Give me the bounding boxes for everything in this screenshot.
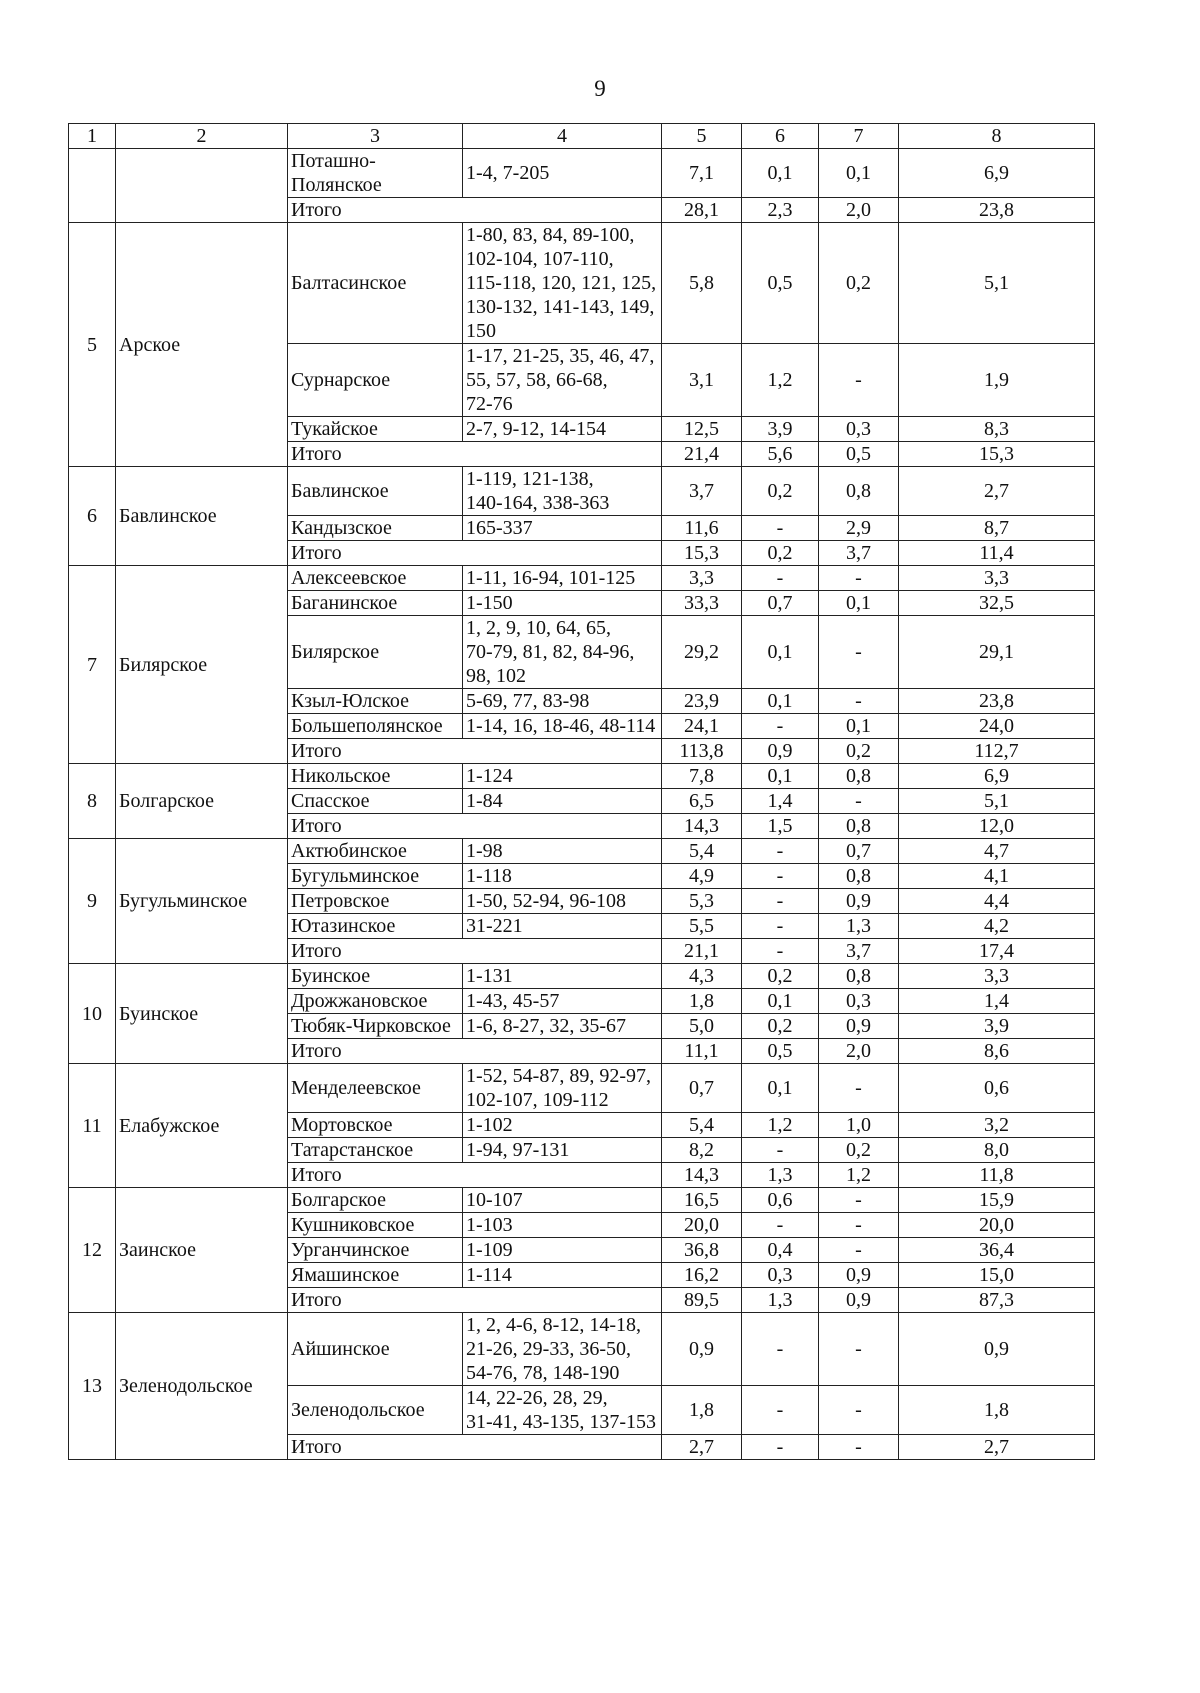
value-col7: 0,1: [819, 714, 899, 739]
value-col7: -: [819, 689, 899, 714]
value-col7: 0,3: [819, 989, 899, 1014]
total-label: Итого: [288, 1163, 662, 1188]
value-col8: 1,8: [899, 1386, 1095, 1435]
total-label: Итого: [288, 1288, 662, 1313]
total-col6: 5,6: [742, 442, 819, 467]
total-col8: 87,3: [899, 1288, 1095, 1313]
value-col7: -: [819, 1313, 899, 1386]
value-col5: 29,2: [662, 616, 742, 689]
value-col7: 2,9: [819, 516, 899, 541]
total-col7: 0,5: [819, 442, 899, 467]
total-col6: 2,3: [742, 198, 819, 223]
value-col8: 0,6: [899, 1064, 1095, 1113]
value-col8: 32,5: [899, 591, 1095, 616]
value-col6: -: [742, 516, 819, 541]
section-numbers: 1-43, 45-57: [463, 989, 662, 1014]
value-col7: 0,2: [819, 1138, 899, 1163]
page-number: 9: [594, 76, 606, 101]
total-col5: 14,3: [662, 1163, 742, 1188]
value-col8: 2,7: [899, 467, 1095, 516]
value-col5: 1,8: [662, 1386, 742, 1435]
total-col7: 0,2: [819, 739, 899, 764]
total-col5: 11,1: [662, 1039, 742, 1064]
value-col6: 0,3: [742, 1263, 819, 1288]
value-col7: 1,3: [819, 914, 899, 939]
value-col6: -: [742, 1386, 819, 1435]
settlement-name: Менделеевское: [288, 1064, 463, 1113]
header-cell: 4: [463, 124, 662, 149]
table-row: [69, 149, 1095, 198]
value-col8: 3,3: [899, 566, 1095, 591]
total-col7: 1,2: [819, 1163, 899, 1188]
total-col6: 1,3: [742, 1288, 819, 1313]
value-col5: 1,8: [662, 989, 742, 1014]
value-col8: 4,1: [899, 864, 1095, 889]
value-col7: -: [819, 344, 899, 417]
section-numbers: 1-131: [463, 964, 662, 989]
header-cell: 3: [288, 124, 463, 149]
value-col6: 0,5: [742, 223, 819, 344]
settlement-name: Алексеевское: [288, 566, 463, 591]
value-col6: -: [742, 864, 819, 889]
value-col5: 5,0: [662, 1014, 742, 1039]
settlement-name: Бавлинское: [288, 467, 463, 516]
total-col6: 0,9: [742, 739, 819, 764]
total-col6: 0,2: [742, 541, 819, 566]
value-col6: 0,1: [742, 989, 819, 1014]
value-col6: -: [742, 839, 819, 864]
value-col8: 5,1: [899, 789, 1095, 814]
total-col5: 89,5: [662, 1288, 742, 1313]
value-col5: 11,6: [662, 516, 742, 541]
value-col6: 0,1: [742, 689, 819, 714]
total-label: Итого: [288, 442, 662, 467]
total-col5: 113,8: [662, 739, 742, 764]
value-col6: -: [742, 889, 819, 914]
section-numbers: 1-119, 121-138, 140-164, 338-363: [463, 467, 662, 516]
district-number: 11: [69, 1064, 116, 1188]
section-numbers: 1-114: [463, 1263, 662, 1288]
value-col5: 4,9: [662, 864, 742, 889]
total-label: Итого: [288, 739, 662, 764]
value-col7: 0,7: [819, 839, 899, 864]
value-col6: 0,4: [742, 1238, 819, 1263]
value-col5: 7,1: [662, 149, 742, 198]
value-col5: 5,3: [662, 889, 742, 914]
value-col6: 0,7: [742, 591, 819, 616]
value-col5: 16,2: [662, 1263, 742, 1288]
total-col5: 28,1: [662, 198, 742, 223]
total-col8: 11,8: [899, 1163, 1095, 1188]
section-numbers: 5-69, 77, 83-98: [463, 689, 662, 714]
section-numbers: 1-103: [463, 1213, 662, 1238]
value-col7: -: [819, 566, 899, 591]
section-numbers: 1-109: [463, 1238, 662, 1263]
value-col5: 12,5: [662, 417, 742, 442]
value-col8: 3,2: [899, 1113, 1095, 1138]
total-col8: 17,4: [899, 939, 1095, 964]
total-col5: 15,3: [662, 541, 742, 566]
forestry-table: [68, 123, 1095, 1460]
settlement-name: Буинское: [288, 964, 463, 989]
total-col8: 11,4: [899, 541, 1095, 566]
value-col6: -: [742, 714, 819, 739]
value-col5: 0,9: [662, 1313, 742, 1386]
value-col8: 3,3: [899, 964, 1095, 989]
value-col7: 0,1: [819, 591, 899, 616]
value-col6: -: [742, 914, 819, 939]
value-col5: 23,9: [662, 689, 742, 714]
total-label: Итого: [288, 541, 662, 566]
value-col5: 0,7: [662, 1064, 742, 1113]
value-col6: 0,1: [742, 149, 819, 198]
value-col5: 3,1: [662, 344, 742, 417]
value-col7: 0,2: [819, 223, 899, 344]
table-row: [69, 223, 1095, 344]
section-numbers: 1-94, 97-131: [463, 1138, 662, 1163]
value-col5: 24,1: [662, 714, 742, 739]
value-col5: 33,3: [662, 591, 742, 616]
section-numbers: 1-11, 16-94, 101-125: [463, 566, 662, 591]
total-col7: 3,7: [819, 939, 899, 964]
total-col5: 21,1: [662, 939, 742, 964]
value-col7: -: [819, 1386, 899, 1435]
table-row: [69, 1313, 1095, 1386]
section-numbers: 1-84: [463, 789, 662, 814]
settlement-name: Зеленодольское: [288, 1386, 463, 1435]
district-number: 12: [69, 1188, 116, 1313]
total-col6: 1,5: [742, 814, 819, 839]
header-cell: 7: [819, 124, 899, 149]
value-col8: 4,4: [899, 889, 1095, 914]
value-col7: 0,3: [819, 417, 899, 442]
section-numbers: 14, 22-26, 28, 29, 31-41, 43-135, 137-153: [463, 1386, 662, 1435]
section-numbers: 165-337: [463, 516, 662, 541]
district-number: 5: [69, 223, 116, 467]
value-col6: -: [742, 1138, 819, 1163]
value-col5: 8,2: [662, 1138, 742, 1163]
table-row: [69, 839, 1095, 864]
district-number: 9: [69, 839, 116, 964]
value-col8: 8,7: [899, 516, 1095, 541]
value-col8: 8,3: [899, 417, 1095, 442]
value-col6: 0,2: [742, 964, 819, 989]
value-col7: 0,1: [819, 149, 899, 198]
table-body: [69, 124, 1095, 1460]
value-col6: 0,1: [742, 764, 819, 789]
district-name: Бугульминское: [116, 839, 288, 964]
section-numbers: 1, 2, 4-6, 8-12, 14-18, 21-26, 29-33, 36-50, 54-76, 78, 148-190: [463, 1313, 662, 1386]
section-numbers: 10-107: [463, 1188, 662, 1213]
section-numbers: 1-118: [463, 864, 662, 889]
district-number: 7: [69, 566, 116, 764]
settlement-name: Поташно- Полянское: [288, 149, 463, 198]
settlement-name: Балтасинское: [288, 223, 463, 344]
value-col8: 6,9: [899, 149, 1095, 198]
section-numbers: 2-7, 9-12, 14-154: [463, 417, 662, 442]
district-name-empty: [116, 149, 288, 223]
total-col8: 8,6: [899, 1039, 1095, 1064]
section-numbers: 1-150: [463, 591, 662, 616]
table-row: [69, 964, 1095, 989]
total-label: Итого: [288, 814, 662, 839]
value-col8: 20,0: [899, 1213, 1095, 1238]
total-label: Итого: [288, 939, 662, 964]
value-col8: 3,9: [899, 1014, 1095, 1039]
settlement-name: Актюбинское: [288, 839, 463, 864]
value-col8: 1,4: [899, 989, 1095, 1014]
section-numbers: 1-50, 52-94, 96-108: [463, 889, 662, 914]
district-number: 13: [69, 1313, 116, 1460]
value-col7: -: [819, 1238, 899, 1263]
settlement-name: Билярское: [288, 616, 463, 689]
value-col7: -: [819, 616, 899, 689]
settlement-name: Ютазинское: [288, 914, 463, 939]
district-number: 6: [69, 467, 116, 566]
settlement-name: Никольское: [288, 764, 463, 789]
total-label: Итого: [288, 1435, 662, 1460]
district-number: 10: [69, 964, 116, 1064]
total-col7: 0,9: [819, 1288, 899, 1313]
total-col8: 23,8: [899, 198, 1095, 223]
settlement-name: Дрожжановское: [288, 989, 463, 1014]
value-col8: 24,0: [899, 714, 1095, 739]
district-name: Елабужское: [116, 1064, 288, 1188]
table-row: [69, 1064, 1095, 1113]
settlement-name: Спасское: [288, 789, 463, 814]
settlement-name: Большеполянское: [288, 714, 463, 739]
value-col6: 0,6: [742, 1188, 819, 1213]
value-col5: 5,8: [662, 223, 742, 344]
total-col5: 2,7: [662, 1435, 742, 1460]
total-col8: 15,3: [899, 442, 1095, 467]
value-col7: 0,9: [819, 1263, 899, 1288]
value-col7: -: [819, 1064, 899, 1113]
district-number-empty: [69, 149, 116, 223]
district-name: Буинское: [116, 964, 288, 1064]
value-col6: 0,2: [742, 1014, 819, 1039]
settlement-name: Урганчинское: [288, 1238, 463, 1263]
table-row: [69, 764, 1095, 789]
value-col8: 1,9: [899, 344, 1095, 417]
settlement-name: Кандызское: [288, 516, 463, 541]
total-col8: 112,7: [899, 739, 1095, 764]
district-name: Бавлинское: [116, 467, 288, 566]
value-col6: 1,4: [742, 789, 819, 814]
value-col5: 6,5: [662, 789, 742, 814]
header-cell: 2: [116, 124, 288, 149]
section-numbers: 1-124: [463, 764, 662, 789]
total-col7: 2,0: [819, 1039, 899, 1064]
value-col7: 0,8: [819, 964, 899, 989]
settlement-name: Кзыл-Юлское: [288, 689, 463, 714]
settlement-name: Тукайское: [288, 417, 463, 442]
value-col5: 4,3: [662, 964, 742, 989]
district-name: Зеленодольское: [116, 1313, 288, 1460]
total-col6: 1,3: [742, 1163, 819, 1188]
value-col8: 23,8: [899, 689, 1095, 714]
section-numbers: 1-80, 83, 84, 89-100, 102-104, 107-110, 115-118, 120, 121, 125, 130-132, 141-143, 149, 150: [463, 223, 662, 344]
value-col7: -: [819, 1188, 899, 1213]
value-col6: 1,2: [742, 1113, 819, 1138]
total-col6: -: [742, 1435, 819, 1460]
total-label: Итого: [288, 1039, 662, 1064]
header-cell: 6: [742, 124, 819, 149]
district-name: Болгарское: [116, 764, 288, 839]
value-col8: 5,1: [899, 223, 1095, 344]
settlement-name: Айшинское: [288, 1313, 463, 1386]
value-col5: 36,8: [662, 1238, 742, 1263]
section-numbers: 1, 2, 9, 10, 64, 65, 70-79, 81, 82, 84-96, 98, 102: [463, 616, 662, 689]
total-label: Итого: [288, 198, 662, 223]
value-col6: 0,1: [742, 1064, 819, 1113]
value-col8: 0,9: [899, 1313, 1095, 1386]
total-col7: -: [819, 1435, 899, 1460]
value-col7: 0,9: [819, 889, 899, 914]
value-col5: 5,4: [662, 1113, 742, 1138]
value-col5: 16,5: [662, 1188, 742, 1213]
section-numbers: 1-52, 54-87, 89, 92-97, 102-107, 109-112: [463, 1064, 662, 1113]
district-name: Заинское: [116, 1188, 288, 1313]
header-row: [69, 124, 1095, 149]
settlement-name: Мортовское: [288, 1113, 463, 1138]
value-col8: 29,1: [899, 616, 1095, 689]
section-numbers: 1-14, 16, 18-46, 48-114: [463, 714, 662, 739]
district-name: Билярское: [116, 566, 288, 764]
district-number: 8: [69, 764, 116, 839]
value-col5: 20,0: [662, 1213, 742, 1238]
value-col5: 3,3: [662, 566, 742, 591]
settlement-name: Петровское: [288, 889, 463, 914]
value-col6: 1,2: [742, 344, 819, 417]
value-col7: -: [819, 1213, 899, 1238]
total-col5: 21,4: [662, 442, 742, 467]
value-col7: -: [819, 789, 899, 814]
total-col7: 3,7: [819, 541, 899, 566]
header-cell: 8: [899, 124, 1095, 149]
value-col6: -: [742, 566, 819, 591]
value-col7: 1,0: [819, 1113, 899, 1138]
settlement-name: Бугульминское: [288, 864, 463, 889]
table-row: [69, 1188, 1095, 1213]
value-col7: 0,8: [819, 467, 899, 516]
total-col7: 2,0: [819, 198, 899, 223]
value-col8: 36,4: [899, 1238, 1095, 1263]
total-col6: -: [742, 939, 819, 964]
section-numbers: 1-6, 8-27, 32, 35-67: [463, 1014, 662, 1039]
settlement-name: Кушниковское: [288, 1213, 463, 1238]
value-col8: 4,2: [899, 914, 1095, 939]
table-row: [69, 566, 1095, 591]
section-numbers: 1-102: [463, 1113, 662, 1138]
value-col5: 7,8: [662, 764, 742, 789]
value-col7: 0,8: [819, 864, 899, 889]
value-col6: -: [742, 1213, 819, 1238]
value-col8: 8,0: [899, 1138, 1095, 1163]
settlement-name: Тюбяк-Чирковское: [288, 1014, 463, 1039]
total-col8: 2,7: [899, 1435, 1095, 1460]
total-col8: 12,0: [899, 814, 1095, 839]
total-col6: 0,5: [742, 1039, 819, 1064]
table-row: [69, 467, 1095, 516]
value-col5: 5,4: [662, 839, 742, 864]
value-col6: 3,9: [742, 417, 819, 442]
value-col6: -: [742, 1313, 819, 1386]
section-numbers: 1-4, 7-205: [463, 149, 662, 198]
settlement-name: Сурнарское: [288, 344, 463, 417]
value-col8: 15,9: [899, 1188, 1095, 1213]
section-numbers: 1-98: [463, 839, 662, 864]
district-name: Арское: [116, 223, 288, 467]
section-numbers: 1-17, 21-25, 35, 46, 47, 55, 57, 58, 66-68, 72-76: [463, 344, 662, 417]
total-col7: 0,8: [819, 814, 899, 839]
settlement-name: Болгарское: [288, 1188, 463, 1213]
value-col7: 0,9: [819, 1014, 899, 1039]
header-cell: 5: [662, 124, 742, 149]
value-col8: 6,9: [899, 764, 1095, 789]
settlement-name: Баганинское: [288, 591, 463, 616]
settlement-name: Ямашинское: [288, 1263, 463, 1288]
value-col5: 5,5: [662, 914, 742, 939]
value-col6: 0,1: [742, 616, 819, 689]
value-col5: 3,7: [662, 467, 742, 516]
settlement-name: Татарстанское: [288, 1138, 463, 1163]
header-cell: 1: [69, 124, 116, 149]
total-col5: 14,3: [662, 814, 742, 839]
section-numbers: 31-221: [463, 914, 662, 939]
value-col8: 4,7: [899, 839, 1095, 864]
value-col8: 15,0: [899, 1263, 1095, 1288]
value-col6: 0,2: [742, 467, 819, 516]
value-col7: 0,8: [819, 764, 899, 789]
